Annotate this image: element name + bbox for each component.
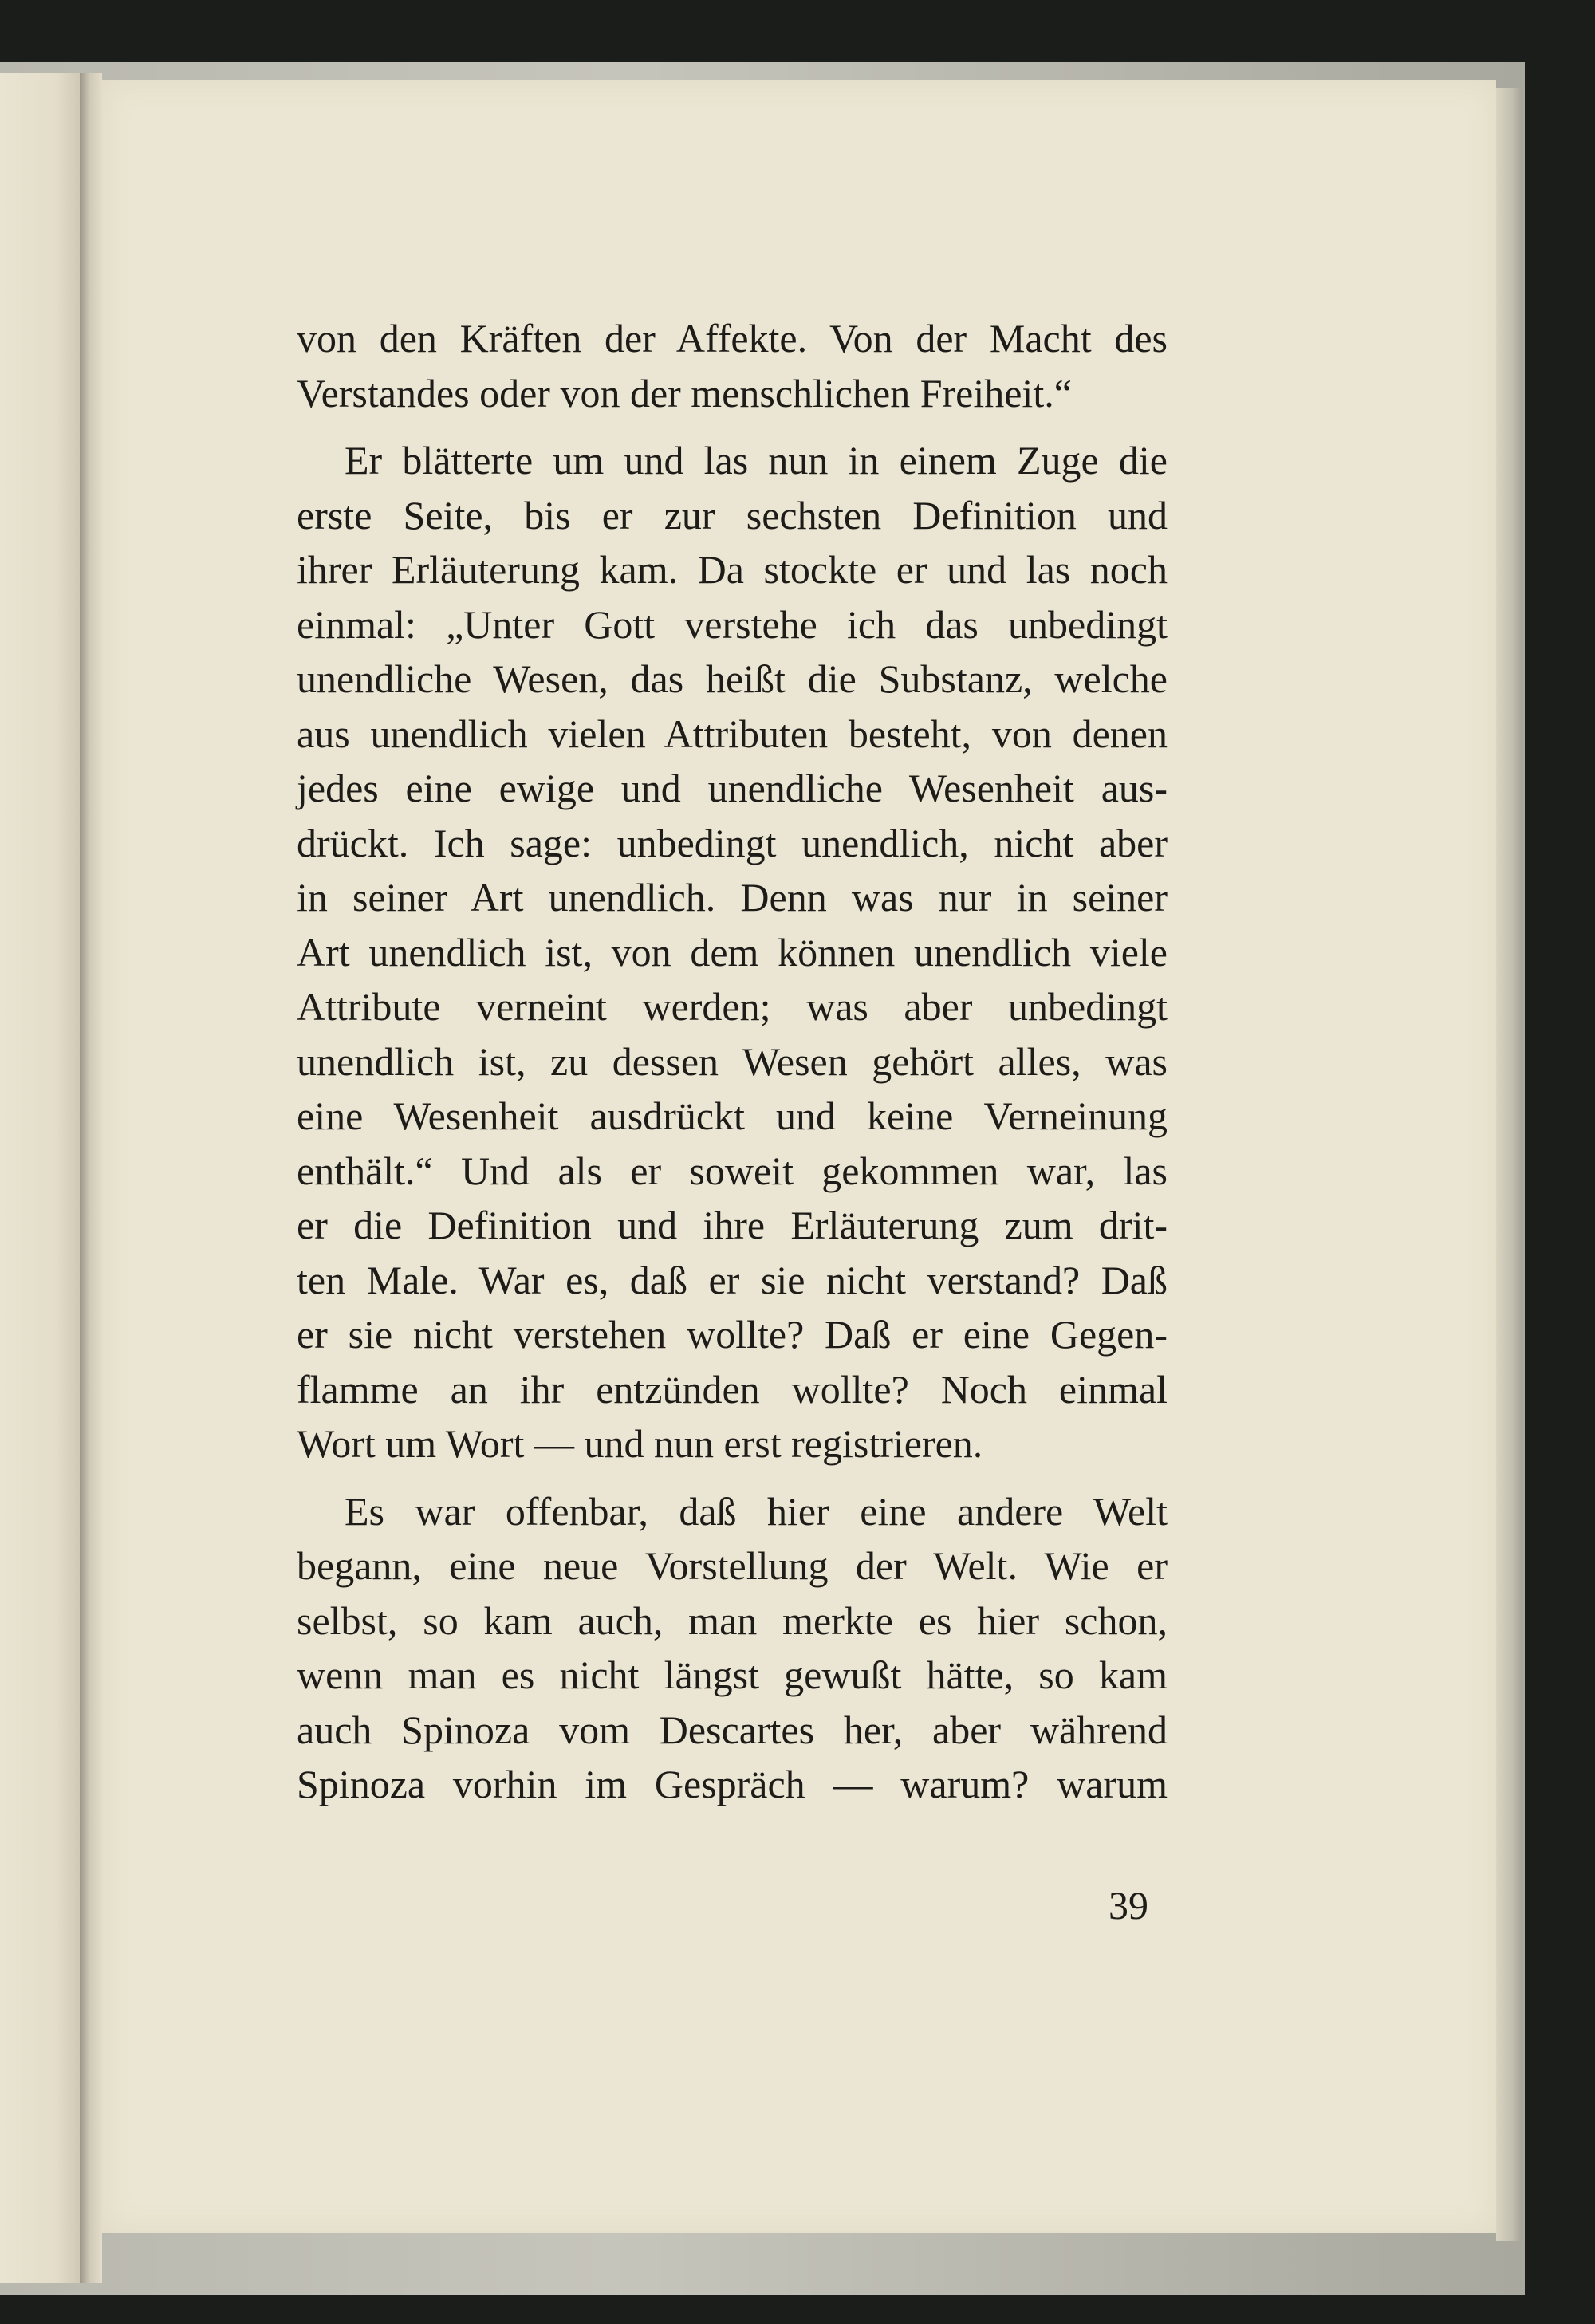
text-line: Er blätterte um und las nun in einem Zuge die: [345, 438, 1168, 483]
text-line: von den Kräften der Affekte. Von der Macht des: [297, 316, 1168, 360]
text-line: enthält.“ Und als er soweit gekommen war, las: [297, 1148, 1168, 1193]
page-body-text: [297, 311, 1168, 1812]
page-edge: [1496, 88, 1522, 2241]
paragraph: [297, 311, 1168, 420]
text-line: in seiner Art unendlich. Denn was nur in seiner: [297, 875, 1168, 920]
text-line: wenn man es nicht längst gewußt hätte, so kam: [297, 1652, 1168, 1697]
text-line: Es war offenbar, daß hier eine andere Welt: [345, 1488, 1168, 1534]
text-line: Wort um Wort — und nun erst registrieren.: [297, 1421, 983, 1466]
left-facing-page: [0, 73, 80, 2283]
book-gutter: [80, 73, 102, 2283]
text-line: selbst, so kam auch, man merkte es hier schon,: [297, 1597, 1168, 1643]
text-line: Art unendlich ist, von dem können unendlich viele: [297, 929, 1168, 975]
text-line: unendliche Wesen, das heißt die Substanz, welche: [297, 656, 1168, 701]
text-line: drückt. Ich sage: unbedingt unendlich, nicht aber: [297, 820, 1168, 865]
text-line: jedes eine ewige und unendliche Wesenheit aus-: [297, 766, 1168, 810]
text-line: ihrer Erläuterung kam. Da stockte er und las noch: [297, 547, 1168, 592]
paragraph: [297, 1484, 1168, 1812]
text-line: erste Seite, bis er zur sechsten Definition und: [297, 492, 1168, 538]
page-number: 39: [1109, 1883, 1148, 1928]
text-line: einmal: „Unter Gott verstehe ich das unbedingt: [297, 601, 1168, 647]
text-line: begann, eine neue Vorstellung der Welt. Wie er: [297, 1543, 1168, 1588]
text-line: Verstandes oder von der menschlichen Freiheit.“: [297, 370, 1072, 416]
text-line: Attribute verneint werden; was aber unbedingt: [297, 984, 1168, 1029]
text-line: ten Male. War es, daß er sie nicht verstand? Daß: [297, 1257, 1168, 1302]
text-line: unendlich ist, zu dessen Wesen gehört alles, was: [297, 1038, 1168, 1084]
text-line: auch Spinoza vom Descartes her, aber während: [297, 1707, 1168, 1752]
text-line: aus unendlich vielen Attributen besteht, von denen: [297, 711, 1168, 756]
paragraph: [297, 433, 1168, 1471]
text-line: eine Wesenheit ausdrückt und keine Verneinung: [297, 1093, 1168, 1138]
text-line: Spinoza vorhin im Gespräch — warum? warum: [297, 1762, 1168, 1806]
text-line: flamme an ihr entzünden wollte? Noch einmal: [297, 1366, 1168, 1412]
text-line: er sie nicht verstehen wollte? Daß er eine Gegen-: [297, 1312, 1168, 1357]
text-line: er die Definition und ihre Erläuterung zum drit-: [297, 1203, 1168, 1247]
